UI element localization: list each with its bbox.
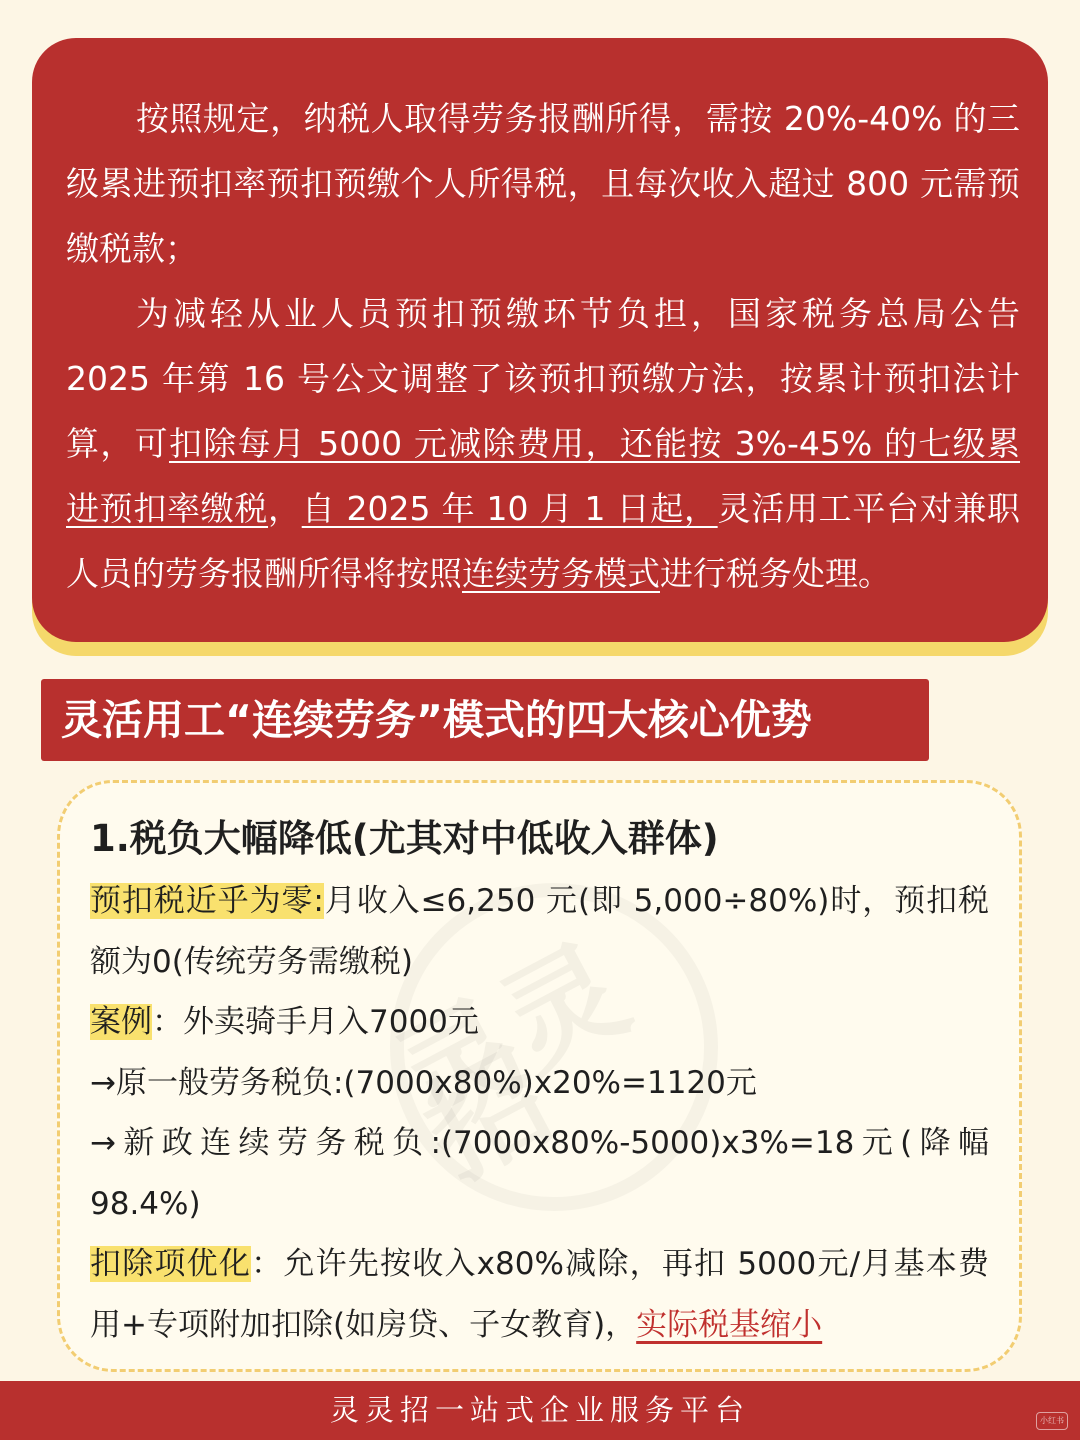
advantage-box	[57, 780, 1022, 1372]
highlight-label: 案例	[90, 1004, 152, 1040]
platform-logo: 小红书	[1036, 1412, 1068, 1430]
footer-text: 灵灵招一站式企业服务平台	[329, 1393, 750, 1427]
advantage-case	[90, 992, 989, 1053]
advantage-text: 月收入≤6,250 元(即 5,000÷80%)时，预扣税额为0(传统劳务需缴税)	[90, 883, 989, 980]
highlight-label: 扣除项优化	[90, 1246, 252, 1282]
advantage-deduction	[90, 1234, 989, 1355]
intro-paragraph-1: 按照规定，纳税人取得劳务报酬所得，需按 20%-40% 的三级累进预扣率预扣预缴个人所得税，且每次收入超过 800 元需预缴税款；	[66, 99, 1020, 268]
highlight-label: 预扣税近乎为零:	[90, 883, 324, 919]
intro-underlined-date: 自 2025 年 10 月 1 日起，	[301, 489, 718, 528]
intro-text: 灵活用工平台对兼职人员的劳务报酬所得将按照	[66, 489, 1021, 593]
advantage-title: 1.税负大幅降低(尤其对中低收入群体)	[90, 817, 719, 860]
advantage-new-tax: →新政连续劳务税负:(7000x80%-5000)x3%=18元(降幅98.4%)	[90, 1125, 989, 1222]
advantage-text: ：允许先按收入x80%减除，再扣 5000元/月基本费用+专项附加扣除(如房贷、子女教育)，	[90, 1246, 990, 1343]
footer-banner	[0, 1381, 1080, 1440]
intro-underlined-mode: 连续劳务模式	[462, 554, 660, 593]
intro-card	[32, 38, 1048, 642]
advantage-text: ：外卖骑手月入7000元	[152, 1004, 479, 1040]
advantage-point-zero-tax	[90, 871, 989, 992]
intro-text: ，	[268, 489, 302, 528]
intro-paragraph-2	[66, 281, 1020, 606]
advantage-old-tax: →原一般劳务税负:(7000x80%)x20%=1120元	[90, 1064, 757, 1101]
intro-text: 进行税务处理。	[660, 554, 891, 593]
intro-text: 为减轻从业人员预扣预缴环节负担，国家税务总局公告 2025 年第 16 号公文调整了该预扣预缴方法，按累计预扣法计算，可	[66, 294, 1020, 463]
section-heading: 灵活用工“连续劳务”模式的四大核心优势	[41, 679, 929, 761]
tax-base-link: 实际税基缩小	[636, 1306, 823, 1343]
intro-underlined-deduction: 扣除每月 5000 元减除费用，还能按 3%-45% 的七级累进预扣率缴税	[66, 424, 1021, 528]
